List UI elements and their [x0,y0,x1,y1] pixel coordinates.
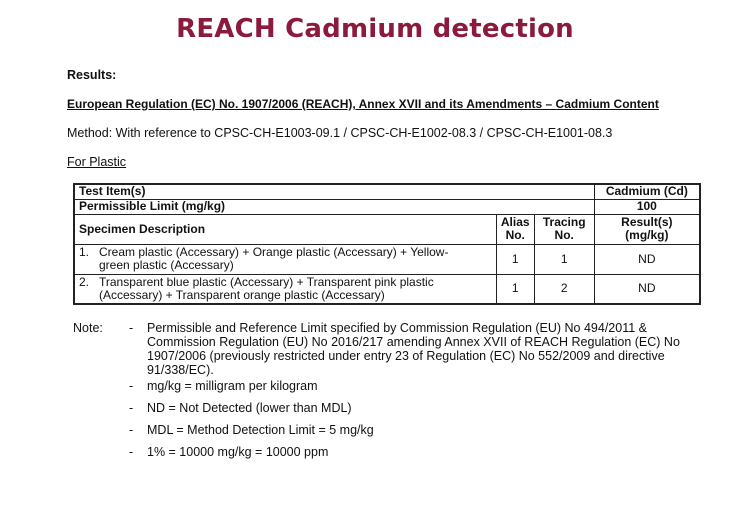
limit-row [74,199,700,214]
specimen-line2: green plastic (Accessary) [99,258,234,272]
tracing-cell: 2 [534,274,594,304]
note-line: Commission Regulation (EU) No 2016/217 amending Annex XVII of REACH Regulation (EC) No [147,335,680,349]
note-dash: - [129,401,134,415]
table-row [74,244,700,274]
table-row [74,274,700,304]
test-item-row [74,184,700,199]
header-result-line1: Result(s) [621,215,673,229]
regulation-heading: European Regulation (EC) No. 1907/2006 (REACH), Annex XVII and its Amendments – Cadmium Content [67,97,659,111]
header-alias-line1: Alias [500,215,530,229]
header-row [74,214,700,244]
note-line: 1907/2006 (previously restricted under entry 23 of Regulation (EC) No 552/2009 and directive [147,349,665,363]
header-alias-line2: No. [505,228,525,242]
page-title: REACH Cadmium detection [176,14,574,44]
alias-cell: 1 [496,244,534,274]
row-number: 1. [79,245,90,259]
results-label: Results: [67,68,117,82]
specimen-line1: Transparent blue plastic (Accessary) + Transparent pink plastic [99,274,434,289]
specimen-cell [74,244,496,274]
test-item-label: Test Item(s) [74,184,594,199]
specimen-line1: Cream plastic (Accessary) + Orange plastic (Accessary) + Yellow- [99,245,449,259]
limit-value: 100 [594,199,700,214]
note-line: 91/338/EC). [147,363,214,377]
header-result-line2: (mg/kg) [625,228,669,242]
note-text [147,321,707,377]
note-dash: - [129,321,134,335]
specimen-description [99,246,492,272]
specimen-line2: (Accessary) + Transparent orange plastic (Accessary) [99,287,385,302]
result-cell: ND [594,274,700,304]
results-table [73,183,701,305]
test-item-value: Cadmium (Cd) [594,184,700,199]
note-text: mg/kg = milligram per kilogram [147,379,318,393]
note-line: Permissible and Reference Limit specified by Commission Regulation (EU) No 494/2011 & [147,321,647,335]
note-dash: - [129,379,134,393]
row-number: 2. [79,274,90,289]
note-text: ND = Not Detected (lower than MDL) [147,401,352,415]
section-label: For Plastic [67,155,127,169]
result-cell: ND [594,244,700,274]
header-tracing [534,214,594,244]
header-tracing-line1: Tracing [542,215,586,229]
limit-label: Permissible Limit (mg/kg) [74,199,594,214]
tracing-cell: 1 [534,244,594,274]
header-tracing-line2: No. [554,228,574,242]
note-text: 1% = 10000 mg/kg = 10000 ppm [147,445,329,459]
note-text: MDL = Method Detection Limit = 5 mg/kg [147,423,374,437]
header-alias [496,214,534,244]
method-text: Method: With reference to CPSC-CH-E1003-09.1 / CPSC-CH-E1002-08.3 / CPSC-CH-E1001-08.3 [67,126,613,140]
specimen-cell [74,274,496,304]
header-specimen: Specimen Description [74,214,496,244]
header-result [594,214,700,244]
note-dash: - [129,423,134,437]
alias-cell: 1 [496,274,534,304]
note-label: Note: [73,321,103,335]
note-dash: - [129,445,134,459]
specimen-description [99,276,492,302]
